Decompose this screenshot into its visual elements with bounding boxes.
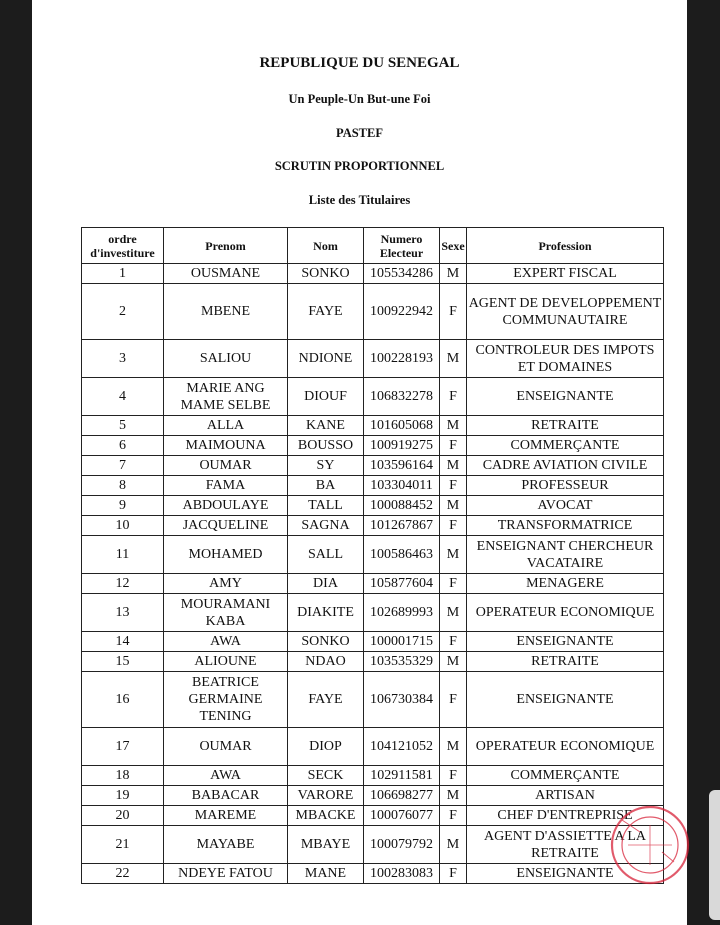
table-row [82, 806, 664, 826]
cell-order: 9 [82, 496, 164, 516]
cell-order: 13 [82, 594, 164, 632]
cell-profession: COMMERÇANTE [467, 436, 664, 456]
table-row [82, 416, 664, 436]
cell-profession: ENSEIGNANTE [467, 864, 664, 884]
cell-order: 17 [82, 728, 164, 766]
cell-lastname: MBACKE [288, 806, 364, 826]
cell-lastname: SAGNA [288, 516, 364, 536]
cell-voter-number: 103596164 [364, 456, 440, 476]
cell-profession: RETRAITE [467, 652, 664, 672]
cell-sex: M [440, 826, 467, 864]
table-row [82, 728, 664, 766]
list-title: Liste des Titulaires [308, 193, 411, 207]
cell-order: 20 [82, 806, 164, 826]
cell-sex: F [440, 476, 467, 496]
column-header-firstname: Prenom [164, 228, 288, 264]
cell-sex: M [440, 264, 467, 284]
cell-order: 12 [82, 574, 164, 594]
table-row [82, 284, 664, 340]
cell-lastname: MBAYE [288, 826, 364, 864]
cell-lastname: SECK [288, 766, 364, 786]
cell-voter-number: 103304011 [364, 476, 440, 496]
cell-order: 7 [82, 456, 164, 476]
cell-lastname: DIA [288, 574, 364, 594]
cell-lastname: VARORE [288, 786, 364, 806]
cell-voter-number: 106832278 [364, 378, 440, 416]
cell-sex: F [440, 574, 467, 594]
cell-lastname: SONKO [288, 632, 364, 652]
cell-firstname: ALLA [164, 416, 288, 436]
cell-sex: M [440, 456, 467, 476]
cell-profession: TRANSFORMATRICE [467, 516, 664, 536]
cell-order: 10 [82, 516, 164, 536]
cell-sex: F [440, 806, 467, 826]
cell-sex: F [440, 632, 467, 652]
cell-order: 2 [82, 284, 164, 340]
cell-firstname: NDEYE FATOU [164, 864, 288, 884]
cell-firstname: AMY [164, 574, 288, 594]
cell-order: 19 [82, 786, 164, 806]
table-row [82, 536, 664, 574]
cell-voter-number: 100228193 [364, 340, 440, 378]
cell-voter-number: 100001715 [364, 632, 440, 652]
scrollbar[interactable] [709, 790, 720, 920]
cell-voter-number: 101267867 [364, 516, 440, 536]
table-row [82, 786, 664, 806]
cell-profession: AGENT DE DEVELOPPEMENT COMMUNAUTAIRE [467, 284, 664, 340]
cell-firstname: JACQUELINE [164, 516, 288, 536]
column-header-profession: Profession [467, 228, 664, 264]
cell-firstname: MOURAMANI KABA [164, 594, 288, 632]
cell-firstname: OUMAR [164, 456, 288, 476]
table-row [82, 652, 664, 672]
table-row [82, 632, 664, 652]
cell-sex: M [440, 536, 467, 574]
cell-profession: ENSEIGNANTE [467, 672, 664, 728]
cell-profession: MENAGERE [467, 574, 664, 594]
cell-lastname: NDIONE [288, 340, 364, 378]
column-header-order: ordre d'investiture [82, 228, 164, 264]
table-header-row [82, 228, 664, 264]
cell-profession: AGENT D'ASSIETTE A LA RETRAITE [467, 826, 664, 864]
cell-order: 5 [82, 416, 164, 436]
cell-order: 4 [82, 378, 164, 416]
cell-lastname: DIOP [288, 728, 364, 766]
cell-order: 18 [82, 766, 164, 786]
cell-voter-number: 102911581 [364, 766, 440, 786]
cell-firstname: AWA [164, 766, 288, 786]
motto: Un Peuple-Un But-une Foi [288, 92, 431, 106]
cell-profession: CADRE AVIATION CIVILE [467, 456, 664, 476]
cell-order: 11 [82, 536, 164, 574]
cell-firstname: FAMA [164, 476, 288, 496]
cell-sex: M [440, 786, 467, 806]
cell-profession: EXPERT FISCAL [467, 264, 664, 284]
cell-sex: F [440, 436, 467, 456]
cell-voter-number: 100922942 [364, 284, 440, 340]
cell-profession: CHEF D'ENTREPRISE [467, 806, 664, 826]
cell-lastname: SY [288, 456, 364, 476]
cell-order: 3 [82, 340, 164, 378]
cell-lastname: NDAO [288, 652, 364, 672]
cell-firstname: MAYABE [164, 826, 288, 864]
party-name: PASTEF [336, 126, 383, 140]
cell-voter-number: 100586463 [364, 536, 440, 574]
cell-sex: M [440, 594, 467, 632]
cell-firstname: MARIE ANG MAME SELBE [164, 378, 288, 416]
cell-lastname: SONKO [288, 264, 364, 284]
document-page [32, 0, 687, 925]
cell-firstname: ALIOUNE [164, 652, 288, 672]
table-row [82, 672, 664, 728]
cell-firstname: OUSMANE [164, 264, 288, 284]
cell-lastname: FAYE [288, 284, 364, 340]
republic-heading: REPUBLIQUE DU SENEGAL [259, 55, 460, 71]
table-row [82, 340, 664, 378]
cell-order: 14 [82, 632, 164, 652]
column-header-voter-number: Numero Electeur [364, 228, 440, 264]
cell-voter-number: 100919275 [364, 436, 440, 456]
cell-sex: M [440, 728, 467, 766]
table-row [82, 766, 664, 786]
cell-profession: OPERATEUR ECONOMIQUE [467, 728, 664, 766]
cell-voter-number: 100283083 [364, 864, 440, 884]
cell-firstname: MOHAMED [164, 536, 288, 574]
cell-sex: F [440, 516, 467, 536]
cell-firstname: MAIMOUNA [164, 436, 288, 456]
cell-profession: ARTISAN [467, 786, 664, 806]
cell-order: 21 [82, 826, 164, 864]
cell-firstname: MBENE [164, 284, 288, 340]
ballot-type: SCRUTIN PROPORTIONNEL [274, 159, 445, 173]
cell-profession: AVOCAT [467, 496, 664, 516]
cell-firstname: BABACAR [164, 786, 288, 806]
cell-sex: F [440, 672, 467, 728]
cell-voter-number: 106698277 [364, 786, 440, 806]
cell-profession: RETRAITE [467, 416, 664, 436]
cell-voter-number: 103535329 [364, 652, 440, 672]
cell-voter-number: 106730384 [364, 672, 440, 728]
cell-voter-number: 105534286 [364, 264, 440, 284]
cell-order: 6 [82, 436, 164, 456]
cell-firstname: ABDOULAYE [164, 496, 288, 516]
cell-order: 1 [82, 264, 164, 284]
cell-lastname: FAYE [288, 672, 364, 728]
cell-sex: M [440, 652, 467, 672]
cell-profession: PROFESSEUR [467, 476, 664, 496]
cell-profession: OPERATEUR ECONOMIQUE [467, 594, 664, 632]
cell-order: 22 [82, 864, 164, 884]
cell-order: 15 [82, 652, 164, 672]
cell-profession: COMMERÇANTE [467, 766, 664, 786]
cell-firstname: MAREME [164, 806, 288, 826]
cell-order: 8 [82, 476, 164, 496]
cell-profession: ENSEIGNANT CHERCHEUR VACATAIRE [467, 536, 664, 574]
cell-lastname: BA [288, 476, 364, 496]
cell-order: 16 [82, 672, 164, 728]
table-row [82, 436, 664, 456]
cell-voter-number: 100088452 [364, 496, 440, 516]
cell-voter-number: 104121052 [364, 728, 440, 766]
table-row [82, 476, 664, 496]
cell-profession: ENSEIGNANTE [467, 632, 664, 652]
table-row [82, 864, 664, 884]
cell-voter-number: 101605068 [364, 416, 440, 436]
cell-voter-number: 100076077 [364, 806, 440, 826]
cell-profession: ENSEIGNANTE [467, 378, 664, 416]
table-row [82, 456, 664, 476]
cell-profession: CONTROLEUR DES IMPOTS ET DOMAINES [467, 340, 664, 378]
cell-lastname: BOUSSO [288, 436, 364, 456]
cell-sex: M [440, 416, 467, 436]
table-row [82, 378, 664, 416]
table-row [82, 496, 664, 516]
column-header-sex: Sexe [440, 228, 467, 264]
table-row [82, 516, 664, 536]
cell-lastname: SALL [288, 536, 364, 574]
cell-firstname: SALIOU [164, 340, 288, 378]
cell-voter-number: 100079792 [364, 826, 440, 864]
table-row [82, 826, 664, 864]
column-header-lastname: Nom [288, 228, 364, 264]
cell-sex: M [440, 496, 467, 516]
table-row [82, 574, 664, 594]
cell-voter-number: 102689993 [364, 594, 440, 632]
cell-lastname: TALL [288, 496, 364, 516]
cell-lastname: DIOUF [288, 378, 364, 416]
table-row [82, 594, 664, 632]
table-row [82, 264, 664, 284]
cell-voter-number: 105877604 [364, 574, 440, 594]
cell-sex: F [440, 864, 467, 884]
cell-sex: M [440, 340, 467, 378]
cell-lastname: MANE [288, 864, 364, 884]
cell-sex: F [440, 284, 467, 340]
cell-lastname: DIAKITE [288, 594, 364, 632]
candidates-table [81, 227, 664, 884]
cell-sex: F [440, 766, 467, 786]
cell-sex: F [440, 378, 467, 416]
cell-lastname: KANE [288, 416, 364, 436]
cell-firstname: AWA [164, 632, 288, 652]
cell-firstname: BEATRICE GERMAINE TENING [164, 672, 288, 728]
cell-firstname: OUMAR [164, 728, 288, 766]
